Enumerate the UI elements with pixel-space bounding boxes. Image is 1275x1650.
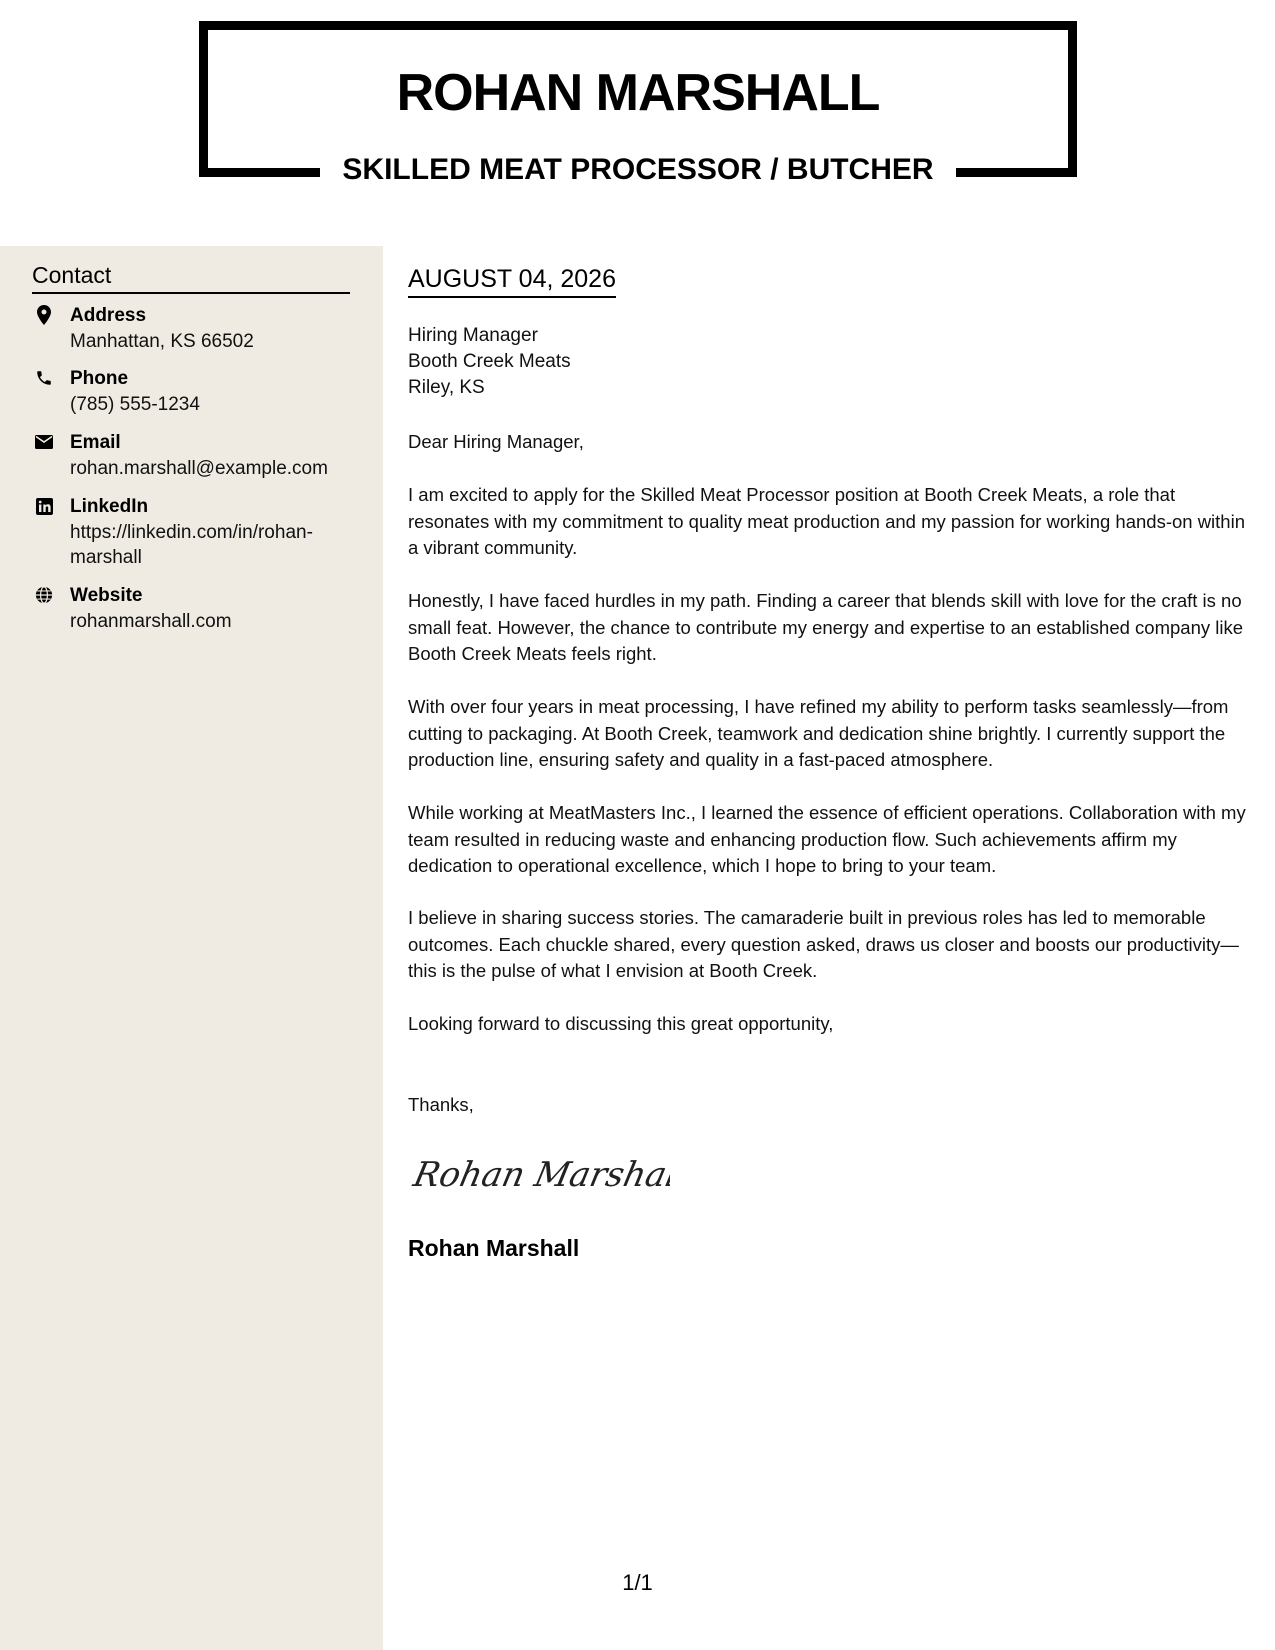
recipient-block [408, 323, 571, 401]
recipient-line: Riley, KS [408, 377, 485, 398]
applicant-name: ROHAN MARSHALL [396, 64, 880, 122]
frame-top-border [199, 21, 1077, 30]
contact-value[interactable]: rohanmarshall.com [70, 611, 232, 632]
location-pin-icon [34, 305, 54, 325]
closing: Thanks, [408, 1094, 474, 1115]
contact-label: LinkedIn [70, 496, 149, 517]
contact-label: Address [70, 305, 147, 326]
salutation: Dear Hiring Manager, [408, 431, 584, 452]
phone-icon [34, 368, 54, 388]
body-paragraph: I am excited to apply for the Skilled Meat Processor position at Booth Creek Meats, a role that resonates with my commitment to quality meat production and my passion for working hands-on within a vibrant community. [408, 484, 1245, 558]
contact-heading: Contact [32, 258, 350, 294]
body-paragraph: Honestly, I have faced hurdles in my path. Finding a career that blends skill with love for the craft is no small feat. However, the chance to contribute my energy and expertise to an established company like Booth Creek Meats feels right. [408, 590, 1244, 664]
recipient-line: Booth Creek Meats [408, 351, 571, 372]
recipient-line: Hiring Manager [408, 325, 538, 346]
globe-icon [34, 585, 54, 605]
contact-label: Phone [70, 368, 129, 389]
contact-label: Website [70, 585, 143, 606]
contact-value[interactable]: https://linkedin.com/in/rohan-marshall [70, 522, 313, 568]
contact-label: Email [70, 432, 121, 453]
body-paragraph: With over four years in meat processing, I have refined my ability to perform tasks seamlessly—from cutting to packaging. At Booth Creek, teamwork and dedication shine brightly. I currently support the production line, ensuring safety and quality in a fast-paced atmosphere. [408, 696, 1229, 770]
body-paragraph: While working at MeatMasters Inc., I learned the essence of efficient operations. Collaboration with my team resulted in reducing waste and enhancing production flow. Such achievements affirm my dedication to operational excellence, which I hope to bring to your team. [408, 802, 1246, 876]
linkedin-icon [34, 496, 54, 516]
body-paragraph: I believe in sharing success stories. The camaraderie built in previous roles has led to memorable outcomes. Each chuckle shared, every question asked, draws us closer and boosts our productivity—this is the pulse of what I envision at Booth Creek. [408, 907, 1239, 981]
contact-value: Manhattan, KS 66502 [70, 331, 254, 352]
letter-date: AUGUST 04, 2026 [408, 262, 616, 298]
page-number: 1/1 [622, 1570, 653, 1595]
email-icon [34, 432, 54, 452]
contact-value: rohan.marshall@example.com [70, 458, 328, 479]
signature-text: Rohan Marshall [410, 1155, 670, 1195]
signature-image [410, 1148, 670, 1198]
contact-value: (785) 555-1234 [70, 394, 200, 415]
job-title: SKILLED MEAT PROCESSOR / BUTCHER [342, 153, 934, 186]
body-paragraph: Looking forward to discussing this great opportunity, [408, 1013, 834, 1034]
signer-name: Rohan Marshall [408, 1235, 580, 1261]
